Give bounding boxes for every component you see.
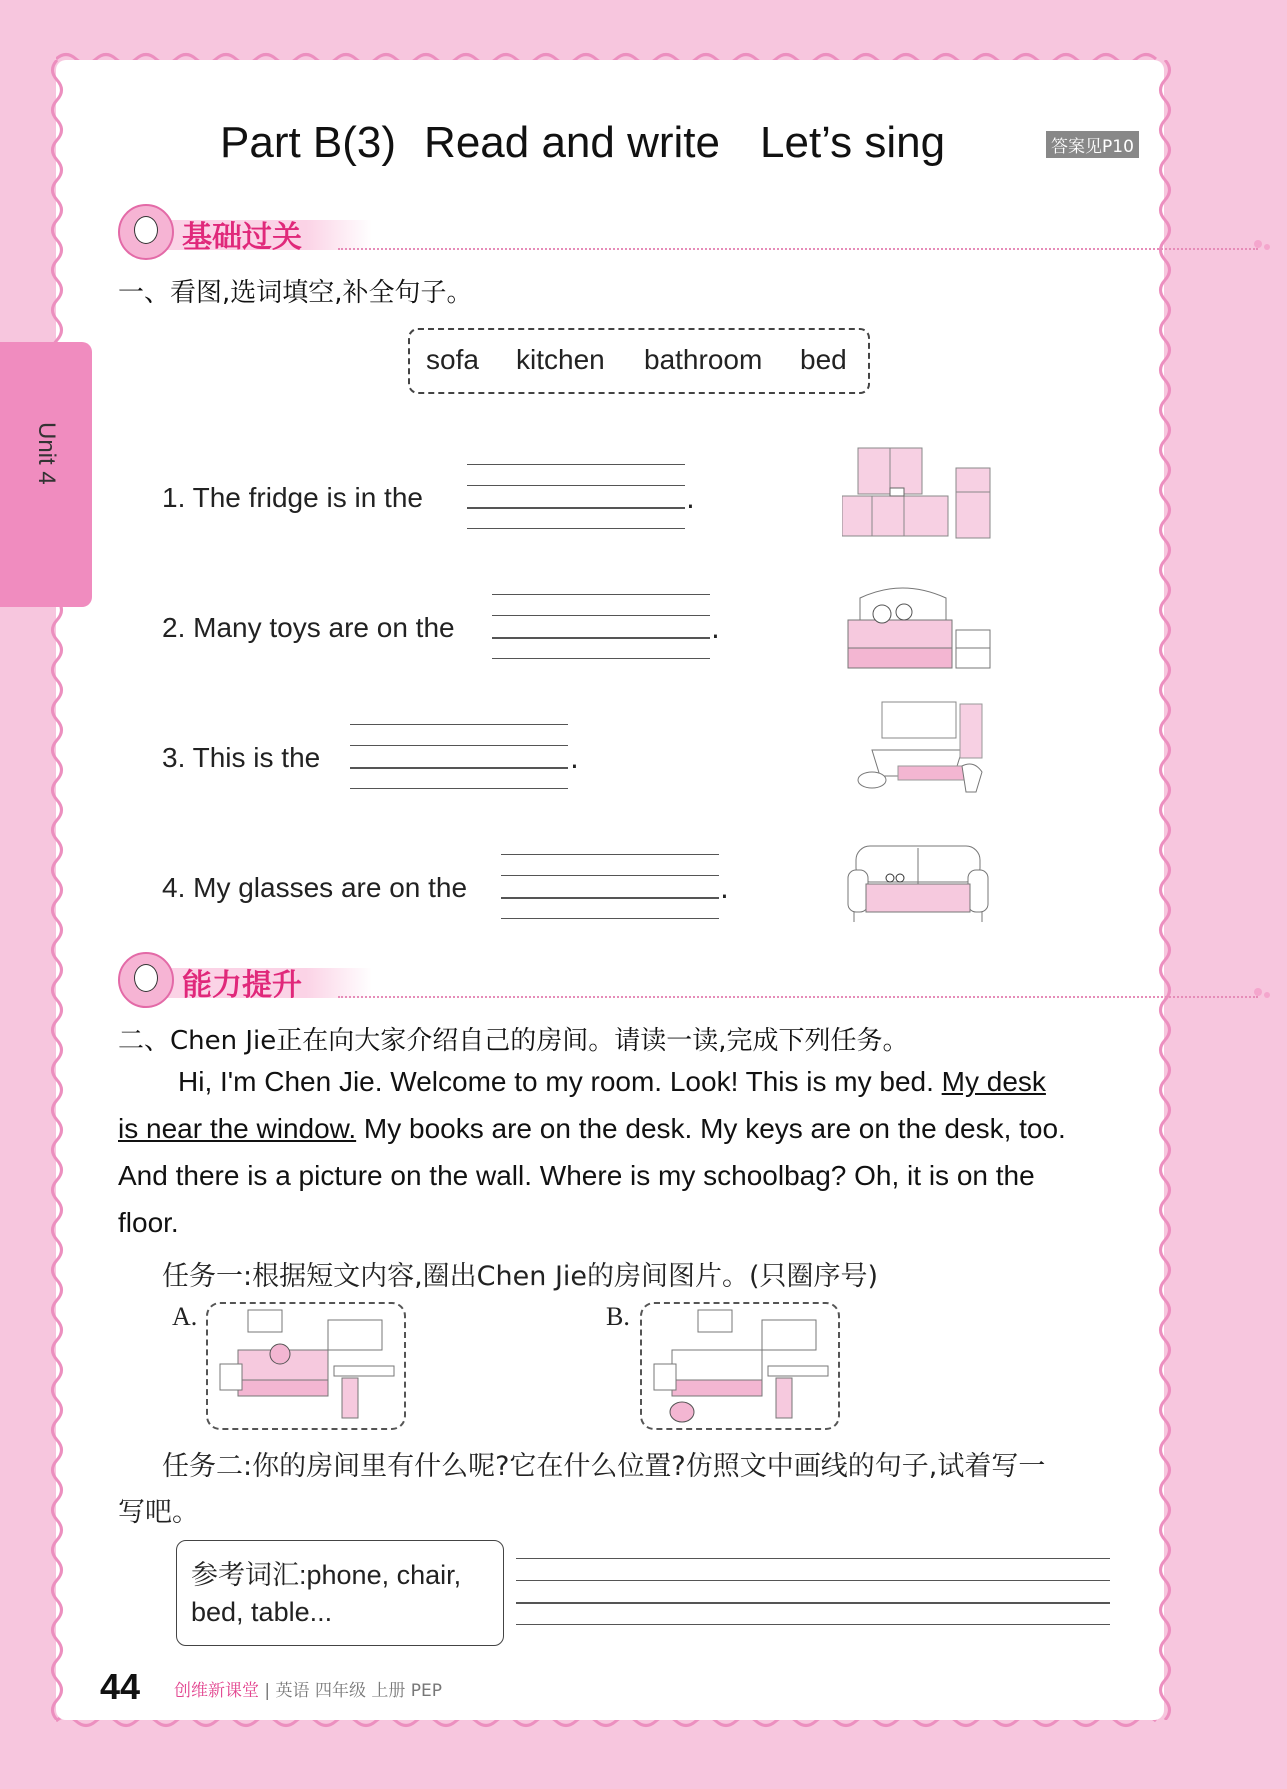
footer-course-info: 英语 四年级 上册 PEP [275, 1681, 443, 1701]
divider-end-dot [1254, 988, 1262, 996]
word-option: bathroom [644, 344, 763, 375]
question-1-period: . [686, 482, 695, 515]
dotted-divider [338, 996, 1258, 998]
answer-blank-2[interactable] [492, 594, 710, 658]
question-4-text: 4. My glasses are on the [162, 872, 468, 903]
answer-blank-4[interactable] [501, 854, 719, 918]
wavy-border-right [1156, 60, 1174, 1720]
room-a-illustration [208, 1304, 404, 1428]
task-1-instruction: 任务一:根据短文内容,圈出Chen Jie的房间图片。(只圈序号) [162, 1261, 879, 1292]
wavy-border-left [48, 60, 66, 1720]
room-b-illustration [642, 1304, 838, 1428]
unit-side-tab [0, 342, 92, 607]
option-b-label[interactable]: B. [606, 1302, 630, 1331]
section-basic-header [118, 204, 1158, 254]
passage-line: And there is a picture on the wall. Where is my schoolbag? Oh, it is on the [118, 1160, 1035, 1191]
divider-end-dot [1254, 240, 1262, 248]
section-basic-title: 基础过关 [182, 220, 302, 255]
footer-info: 创维新课堂 | 英语 四年级 上册 PEP [174, 1681, 443, 1701]
room-picture-b[interactable] [640, 1302, 840, 1430]
question-3-period: . [570, 742, 579, 775]
divider-end-dot [1264, 992, 1270, 998]
task-2-instruction: 任务二:你的房间里有什么呢?它在什么位置?仿照文中画线的句子,试着写一 [162, 1451, 1046, 1482]
exercise-1-instruction: 一、看图,选词填空,补全句子。 [118, 278, 473, 308]
reference-line: 参考词汇:phone, chair, [191, 1560, 462, 1590]
question-1-text: 1. The fridge is in the [162, 482, 423, 513]
option-a-label[interactable]: A. [172, 1302, 198, 1331]
question-4-period: . [720, 872, 729, 905]
reference-line: bed, table... [191, 1597, 333, 1627]
writing-answer-lines[interactable] [516, 1558, 1110, 1626]
underlined-sentence: My desk [941, 1066, 1046, 1097]
word-option: sofa [426, 344, 479, 375]
title-read-write: Read and write [424, 118, 720, 167]
passage-line: My books are on the desk. My keys are on the desk, too. [356, 1113, 1066, 1144]
word-bank-box [408, 328, 870, 394]
reference-vocabulary-box [176, 1540, 504, 1646]
question-2-period: . [711, 612, 720, 645]
sofa-picture [842, 840, 994, 930]
room-picture-a[interactable] [206, 1302, 406, 1430]
divider-end-dot [1264, 244, 1270, 250]
question-2-text: 2. Many toys are on the [162, 612, 455, 643]
passage-line: floor. [118, 1207, 179, 1238]
page-title [220, 118, 945, 168]
title-part: Part B(3) [220, 118, 397, 167]
passage-line: Hi, I'm Chen Jie. Welcome to my room. Look! This is my bed. [178, 1066, 942, 1097]
task-2-instruction-cont: 写吧。 [118, 1497, 199, 1528]
answer-blank-3[interactable] [350, 724, 568, 788]
word-option: kitchen [516, 344, 605, 375]
mascot-icon [118, 204, 174, 260]
title-lets-sing: Let’s sing [760, 118, 946, 167]
bed-picture [842, 576, 994, 676]
section-advanced-header [118, 952, 1158, 1002]
kitchen-picture [842, 446, 994, 540]
reading-passage [118, 1058, 1158, 1246]
underlined-sentence: is near the window. [118, 1113, 357, 1144]
section-advanced-title: 能力提升 [182, 968, 302, 1003]
word-option: bed [800, 344, 847, 375]
answer-blank-1[interactable] [467, 464, 685, 528]
exercise-2-instruction: 二、Chen Jie正在向大家介绍自己的房间。请读一读,完成下列任务。 [118, 1026, 909, 1056]
answer-reference-tag: 答案见P10 [1046, 131, 1139, 158]
mascot-icon [118, 952, 174, 1008]
dotted-divider [338, 248, 1258, 250]
unit-tab-label: Unit 4 [33, 422, 60, 485]
page-number: 44 [100, 1666, 141, 1707]
bathroom-picture [842, 700, 994, 800]
question-3-text: 3. This is the [162, 742, 321, 773]
footer-brand: 创维新课堂 [174, 1681, 259, 1701]
